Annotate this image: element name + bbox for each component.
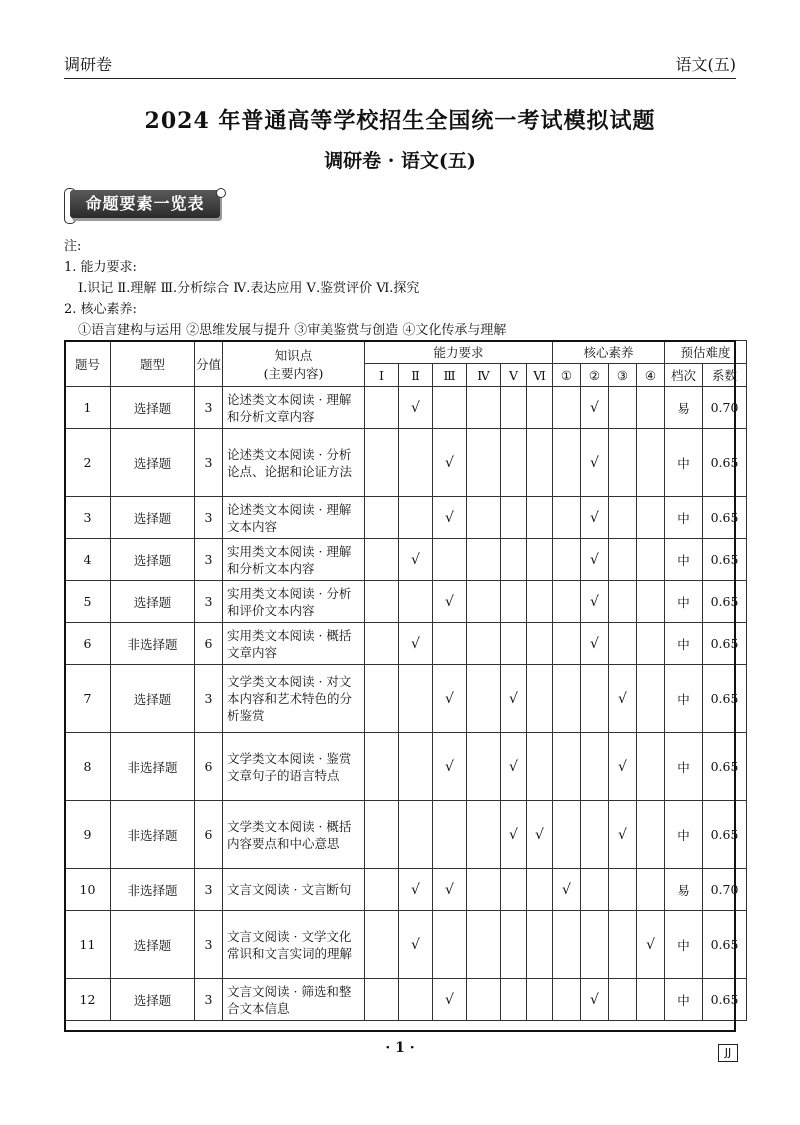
col-score: 分值 bbox=[195, 341, 223, 387]
cell-knowledge: 文言文阅读 · 文言断句 bbox=[223, 869, 365, 911]
notes-item1-values: Ⅰ.识记 Ⅱ.理解 Ⅲ.分析综合 Ⅳ.表达应用 Ⅴ.鉴赏评价 Ⅵ.探究 bbox=[78, 281, 420, 296]
cell-num: 5 bbox=[65, 581, 111, 623]
cell-knowledge: 实用类文本阅读 · 分析和评价文本内容 bbox=[223, 581, 365, 623]
cell-core-3 bbox=[609, 387, 637, 429]
cell-ability-3 bbox=[433, 911, 467, 979]
table-row bbox=[65, 869, 747, 911]
cell-ability-3 bbox=[433, 387, 467, 429]
cell-core-4 bbox=[637, 665, 665, 733]
cell-ability-1 bbox=[365, 733, 399, 801]
cell-core-4 bbox=[637, 869, 665, 911]
cell-ability-6 bbox=[527, 665, 553, 733]
table-row bbox=[65, 387, 747, 429]
cell-ability-2 bbox=[399, 497, 433, 539]
cell-num: 4 bbox=[65, 539, 111, 581]
cell-ability-5 bbox=[501, 581, 527, 623]
header-row-1 bbox=[65, 341, 747, 364]
cell-ability-1 bbox=[365, 497, 399, 539]
cell-coef: 0.65 bbox=[703, 429, 747, 497]
notes-item1-label: 1. 能力要求: bbox=[64, 260, 137, 275]
scroll-curl-right bbox=[216, 188, 226, 198]
cell-level: 中 bbox=[665, 911, 703, 979]
ability-check: √ bbox=[433, 497, 467, 539]
cell-core-3 bbox=[609, 581, 637, 623]
cell-level: 中 bbox=[665, 801, 703, 869]
cell-core-3 bbox=[609, 911, 637, 979]
col-kp-sub: (主要内容) bbox=[263, 365, 324, 381]
cell-core-1 bbox=[553, 429, 581, 497]
cell-core-1 bbox=[553, 539, 581, 581]
cell-ability-4 bbox=[467, 911, 501, 979]
cell-ability-4 bbox=[467, 497, 501, 539]
cell-ability-4 bbox=[467, 801, 501, 869]
cell-level: 中 bbox=[665, 497, 703, 539]
cell-ability-6 bbox=[527, 869, 553, 911]
cell-ability-1 bbox=[365, 623, 399, 665]
core-check: √ bbox=[581, 387, 609, 429]
cell-ability-5 bbox=[501, 911, 527, 979]
cell-ability-1 bbox=[365, 539, 399, 581]
table-body bbox=[65, 387, 747, 1021]
cell-score: 3 bbox=[195, 869, 223, 911]
cell-ability-6 bbox=[527, 733, 553, 801]
col-ability: 能力要求 bbox=[365, 341, 553, 364]
cell-level: 中 bbox=[665, 581, 703, 623]
table-row bbox=[65, 429, 747, 497]
cell-core-3 bbox=[609, 539, 637, 581]
cell-ability-1 bbox=[365, 429, 399, 497]
cell-knowledge: 实用类文本阅读 · 概括文章内容 bbox=[223, 623, 365, 665]
cell-core-4 bbox=[637, 539, 665, 581]
cell-knowledge: 文学类文本阅读 · 鉴赏文章句子的语言特点 bbox=[223, 733, 365, 801]
table-row bbox=[65, 539, 747, 581]
cell-level: 易 bbox=[665, 869, 703, 911]
cell-core-3 bbox=[609, 497, 637, 539]
ability-check: √ bbox=[433, 665, 467, 733]
page-number: · 1 · bbox=[385, 1040, 415, 1056]
core-check: √ bbox=[609, 665, 637, 733]
table-row bbox=[65, 665, 747, 733]
col-ability-5: Ⅴ bbox=[501, 364, 527, 387]
cell-ability-2 bbox=[399, 733, 433, 801]
cell-coef: 0.65 bbox=[703, 581, 747, 623]
col-diff: 预估难度 bbox=[665, 341, 747, 364]
cell-num: 9 bbox=[65, 801, 111, 869]
cell-coef: 0.65 bbox=[703, 733, 747, 801]
cell-ability-6 bbox=[527, 623, 553, 665]
ability-check: √ bbox=[433, 581, 467, 623]
cell-ability-5 bbox=[501, 387, 527, 429]
cell-level: 中 bbox=[665, 979, 703, 1021]
cell-knowledge: 文言文阅读 · 文学文化常识和文言实词的理解 bbox=[223, 911, 365, 979]
cell-core-2 bbox=[581, 869, 609, 911]
cell-ability-4 bbox=[467, 979, 501, 1021]
col-core-2: ② bbox=[581, 364, 609, 387]
cell-level: 易 bbox=[665, 387, 703, 429]
cell-core-4 bbox=[637, 979, 665, 1021]
cell-ability-2 bbox=[399, 665, 433, 733]
cell-type: 非选择题 bbox=[111, 869, 195, 911]
cell-type: 非选择题 bbox=[111, 801, 195, 869]
cell-coef: 0.65 bbox=[703, 539, 747, 581]
cell-knowledge: 论述类文本阅读 · 分析论点、论据和论证方法 bbox=[223, 429, 365, 497]
cell-ability-2 bbox=[399, 581, 433, 623]
cell-core-4 bbox=[637, 581, 665, 623]
cell-core-4 bbox=[637, 623, 665, 665]
section-banner bbox=[64, 188, 226, 224]
col-ability-2: Ⅱ bbox=[399, 364, 433, 387]
ability-check: √ bbox=[501, 733, 527, 801]
cell-type: 非选择题 bbox=[111, 623, 195, 665]
cell-core-1 bbox=[553, 581, 581, 623]
page-header bbox=[64, 52, 736, 76]
cell-num: 1 bbox=[65, 387, 111, 429]
table-row bbox=[65, 497, 747, 539]
cell-core-3 bbox=[609, 429, 637, 497]
col-kp bbox=[223, 341, 365, 387]
cell-ability-5 bbox=[501, 497, 527, 539]
cell-ability-1 bbox=[365, 801, 399, 869]
cell-knowledge: 论述类文本阅读 · 理解文本内容 bbox=[223, 497, 365, 539]
cell-core-3 bbox=[609, 623, 637, 665]
cell-ability-6 bbox=[527, 581, 553, 623]
cell-core-4 bbox=[637, 801, 665, 869]
footer-mark: JJ bbox=[718, 1044, 738, 1062]
cell-core-1 bbox=[553, 801, 581, 869]
cell-ability-6 bbox=[527, 911, 553, 979]
cell-ability-2 bbox=[399, 429, 433, 497]
cell-type: 选择题 bbox=[111, 387, 195, 429]
banner-label: 命题要素一览表 bbox=[70, 190, 220, 218]
core-check: √ bbox=[581, 539, 609, 581]
header-left: 调研卷 bbox=[64, 55, 113, 74]
cell-ability-4 bbox=[467, 665, 501, 733]
col-ability-3: Ⅲ bbox=[433, 364, 467, 387]
ability-check: √ bbox=[399, 869, 433, 911]
col-core-4: ④ bbox=[637, 364, 665, 387]
cell-ability-4 bbox=[467, 429, 501, 497]
cell-coef: 0.65 bbox=[703, 911, 747, 979]
cell-knowledge: 论述类文本阅读 · 理解和分析文章内容 bbox=[223, 387, 365, 429]
cell-knowledge: 文言文阅读 · 筛选和整合文本信息 bbox=[223, 979, 365, 1021]
cell-ability-4 bbox=[467, 869, 501, 911]
cell-coef: 0.65 bbox=[703, 665, 747, 733]
table-row bbox=[65, 623, 747, 665]
cell-ability-1 bbox=[365, 869, 399, 911]
cell-core-1 bbox=[553, 623, 581, 665]
col-ability-6: Ⅵ bbox=[527, 364, 553, 387]
cell-ability-6 bbox=[527, 387, 553, 429]
ability-check: √ bbox=[501, 801, 527, 869]
core-check: √ bbox=[581, 429, 609, 497]
core-check: √ bbox=[609, 801, 637, 869]
cell-ability-6 bbox=[527, 979, 553, 1021]
cell-core-1 bbox=[553, 733, 581, 801]
cell-ability-2 bbox=[399, 801, 433, 869]
page-title: 2024 年普通高等学校招生全国统一考试模拟试题 bbox=[144, 108, 656, 134]
cell-num: 8 bbox=[65, 733, 111, 801]
cell-coef: 0.65 bbox=[703, 497, 747, 539]
cell-ability-6 bbox=[527, 429, 553, 497]
cell-ability-5 bbox=[501, 623, 527, 665]
cell-ability-1 bbox=[365, 911, 399, 979]
col-core-1: ① bbox=[553, 364, 581, 387]
cell-ability-1 bbox=[365, 979, 399, 1021]
cell-ability-4 bbox=[467, 387, 501, 429]
cell-coef: 0.70 bbox=[703, 869, 747, 911]
col-ability-4: Ⅳ bbox=[467, 364, 501, 387]
cell-knowledge: 文学类文本阅读 · 概括内容要点和中心意思 bbox=[223, 801, 365, 869]
cell-ability-4 bbox=[467, 581, 501, 623]
core-check: √ bbox=[553, 869, 581, 911]
col-type: 题型 bbox=[111, 341, 195, 387]
cell-ability-2 bbox=[399, 979, 433, 1021]
ability-check: √ bbox=[527, 801, 553, 869]
table-row bbox=[65, 581, 747, 623]
ability-check: √ bbox=[399, 911, 433, 979]
col-coef: 系数 bbox=[703, 364, 747, 387]
cell-score: 3 bbox=[195, 429, 223, 497]
cell-type: 选择题 bbox=[111, 497, 195, 539]
notes-item2-label: 2. 核心素养: bbox=[64, 302, 137, 317]
col-kp-title: 知识点 bbox=[274, 347, 313, 363]
core-check: √ bbox=[581, 497, 609, 539]
cell-coef: 0.65 bbox=[703, 623, 747, 665]
cell-score: 3 bbox=[195, 387, 223, 429]
core-check: √ bbox=[609, 733, 637, 801]
cell-num: 7 bbox=[65, 665, 111, 733]
cell-ability-3 bbox=[433, 539, 467, 581]
notes bbox=[64, 236, 506, 341]
cell-core-3 bbox=[609, 869, 637, 911]
cell-coef: 0.65 bbox=[703, 801, 747, 869]
cell-type: 选择题 bbox=[111, 979, 195, 1021]
cell-score: 6 bbox=[195, 623, 223, 665]
cell-ability-3 bbox=[433, 623, 467, 665]
cell-ability-4 bbox=[467, 539, 501, 581]
cell-type: 选择题 bbox=[111, 911, 195, 979]
ability-check: √ bbox=[433, 733, 467, 801]
cell-core-1 bbox=[553, 911, 581, 979]
cell-ability-4 bbox=[467, 733, 501, 801]
cell-level: 中 bbox=[665, 623, 703, 665]
col-level: 档次 bbox=[665, 364, 703, 387]
cell-score: 3 bbox=[195, 539, 223, 581]
cell-score: 3 bbox=[195, 581, 223, 623]
core-check: √ bbox=[637, 911, 665, 979]
cell-score: 3 bbox=[195, 497, 223, 539]
header-rule bbox=[64, 78, 736, 79]
cell-num: 10 bbox=[65, 869, 111, 911]
cell-ability-3 bbox=[433, 801, 467, 869]
cell-core-1 bbox=[553, 387, 581, 429]
header-right: 语文(五) bbox=[675, 55, 736, 74]
cell-score: 3 bbox=[195, 979, 223, 1021]
cell-ability-1 bbox=[365, 387, 399, 429]
cell-ability-5 bbox=[501, 869, 527, 911]
cell-core-4 bbox=[637, 387, 665, 429]
ability-check: √ bbox=[399, 539, 433, 581]
ability-check: √ bbox=[399, 387, 433, 429]
cell-type: 选择题 bbox=[111, 429, 195, 497]
cell-type: 选择题 bbox=[111, 665, 195, 733]
cell-core-2 bbox=[581, 801, 609, 869]
cell-score: 6 bbox=[195, 733, 223, 801]
cell-ability-5 bbox=[501, 539, 527, 581]
cell-ability-6 bbox=[527, 497, 553, 539]
ability-check: √ bbox=[433, 979, 467, 1021]
cell-core-2 bbox=[581, 911, 609, 979]
ability-check: √ bbox=[433, 869, 467, 911]
cell-ability-6 bbox=[527, 539, 553, 581]
cell-core-2 bbox=[581, 733, 609, 801]
ability-check: √ bbox=[399, 623, 433, 665]
core-check: √ bbox=[581, 979, 609, 1021]
cell-type: 选择题 bbox=[111, 539, 195, 581]
cell-core-1 bbox=[553, 979, 581, 1021]
cell-level: 中 bbox=[665, 665, 703, 733]
core-check: √ bbox=[581, 623, 609, 665]
cell-num: 6 bbox=[65, 623, 111, 665]
cell-num: 11 bbox=[65, 911, 111, 979]
col-ability-1: Ⅰ bbox=[365, 364, 399, 387]
cell-knowledge: 文学类文本阅读 · 对文本内容和艺术特色的分析鉴赏 bbox=[223, 665, 365, 733]
ability-check: √ bbox=[433, 429, 467, 497]
notes-item2-values: ①语言建构与运用 ②思维发展与提升 ③审美鉴赏与创造 ④文化传承与理解 bbox=[78, 323, 507, 338]
table-row bbox=[65, 733, 747, 801]
cell-score: 6 bbox=[195, 801, 223, 869]
cell-core-4 bbox=[637, 497, 665, 539]
col-num: 题号 bbox=[65, 341, 111, 387]
cell-core-3 bbox=[609, 979, 637, 1021]
cell-core-4 bbox=[637, 429, 665, 497]
cell-knowledge: 实用类文本阅读 · 理解和分析文本内容 bbox=[223, 539, 365, 581]
cell-score: 3 bbox=[195, 665, 223, 733]
spec-table bbox=[64, 340, 747, 1021]
cell-score: 3 bbox=[195, 911, 223, 979]
cell-type: 选择题 bbox=[111, 581, 195, 623]
cell-core-4 bbox=[637, 733, 665, 801]
cell-ability-5 bbox=[501, 429, 527, 497]
col-core: 核心素养 bbox=[553, 341, 665, 364]
cell-level: 中 bbox=[665, 733, 703, 801]
cell-level: 中 bbox=[665, 429, 703, 497]
cell-core-2 bbox=[581, 665, 609, 733]
cell-ability-4 bbox=[467, 623, 501, 665]
cell-level: 中 bbox=[665, 539, 703, 581]
table-row bbox=[65, 911, 747, 979]
col-core-3: ③ bbox=[609, 364, 637, 387]
cell-core-1 bbox=[553, 665, 581, 733]
cell-num: 2 bbox=[65, 429, 111, 497]
cell-ability-1 bbox=[365, 581, 399, 623]
cell-ability-1 bbox=[365, 665, 399, 733]
cell-num: 12 bbox=[65, 979, 111, 1021]
cell-core-1 bbox=[553, 497, 581, 539]
table-row bbox=[65, 979, 747, 1021]
ability-check: √ bbox=[501, 665, 527, 733]
table-row bbox=[65, 801, 747, 869]
cell-coef: 0.65 bbox=[703, 979, 747, 1021]
page-subtitle: 调研卷 · 语文(五) bbox=[324, 150, 476, 172]
cell-ability-5 bbox=[501, 979, 527, 1021]
cell-num: 3 bbox=[65, 497, 111, 539]
cell-coef: 0.70 bbox=[703, 387, 747, 429]
cell-type: 非选择题 bbox=[111, 733, 195, 801]
core-check: √ bbox=[581, 581, 609, 623]
notes-label: 注: bbox=[64, 239, 82, 254]
